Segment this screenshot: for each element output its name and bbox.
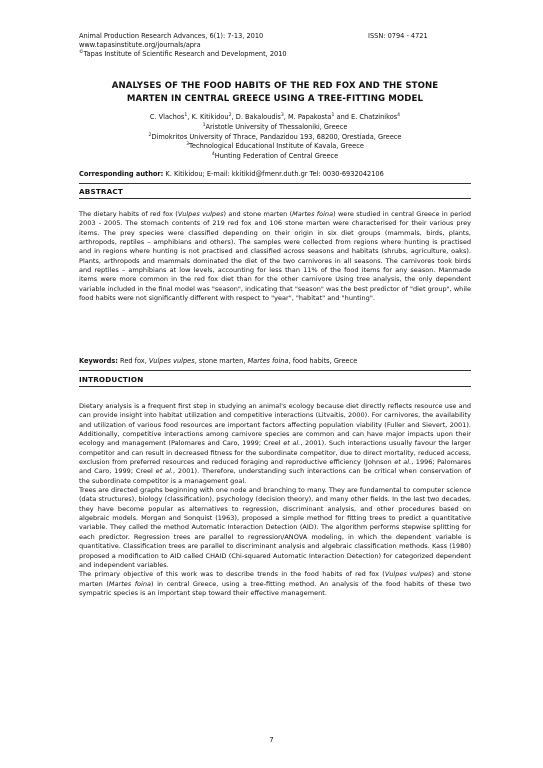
author-list: C. Vlachos$^1$, K. Kitikidou$^2$, D. Bakaloudis$^3$, M. Papakosta$^1$ and E. Chatzinikos$^4$ bbox=[149, 112, 401, 121]
intro-text: , 1996; Palomares and Caro, 1999; Creel bbox=[79, 458, 471, 476]
introduction-body bbox=[79, 402, 471, 598]
divider bbox=[79, 386, 471, 387]
intro-text: The primary objective of this work was to describe trends in the food habits of red fox ( bbox=[79, 570, 385, 579]
keyword-text: , food habits, Greece bbox=[288, 357, 358, 365]
affiliation bbox=[79, 123, 471, 133]
species-name: Martes foina bbox=[108, 579, 152, 588]
keyword-species: Martes foina bbox=[247, 357, 289, 365]
divider bbox=[79, 370, 471, 371]
citation-etal: et al. bbox=[394, 458, 412, 467]
page-number: 7 bbox=[269, 736, 274, 744]
keyword-text: Red fox, bbox=[120, 357, 149, 365]
copyright-line bbox=[79, 50, 287, 59]
affil-text: Aristotle University of Thessaloniki, Greece bbox=[205, 122, 348, 131]
journal-citation: Animal Production Research Advances, 6(1): 7-13, 2010 bbox=[79, 32, 264, 40]
issn: ISSN: 0794 - 4721 bbox=[368, 32, 428, 40]
author-affil-marker: 1 bbox=[184, 112, 188, 118]
keywords-label: Keywords: bbox=[79, 357, 118, 365]
abstract-paragraph bbox=[79, 210, 471, 303]
author-affil-marker: 4 bbox=[397, 112, 401, 118]
intro-text: , 2001). Therefore, understanding such interactions can be critical when conservation of the subordinate competitor is a management goal. bbox=[79, 467, 471, 485]
species-name: Martes foina bbox=[292, 210, 334, 218]
abstract-text: The dietary habits of red fox ( bbox=[79, 210, 178, 218]
intro-paragraph-2: Trees are directed graphs beginning with one node and branching to many. They are fundamental to computer science (data structures), biology (classification), psychology (decision theory), and many other fields. In the last two decades, they have become popular as alternatives to regression, discriminant analysis, and other procedures based on algebraic models. Morgan and Sonquist (1963), proposed a simple method for fitting trees to predict a quantitative variable. They called the method Automatic Interaction Detection (AID). The algorithm performs stepwise splitting for each predictor. Regression trees are parallel to regression/ANOVA modeling, in which the dependent variable is quantitative. Classification trees are parallel to discriminant analysis and algebraic classification methods. Kass (1980) proposed a modification to AID called CHAID (Chi-squared Automatic Interaction Detection) for categorized dependent and independent variables. bbox=[79, 486, 471, 569]
intro-paragraph-1 bbox=[79, 402, 471, 486]
keyword-species: Vulpes vulpes bbox=[148, 357, 195, 365]
affiliation bbox=[79, 152, 471, 162]
intro-text: , 2001). Such interactions usually favour the larger competitor and can result in decreased fitness for the subordinate competitor, due to direct mortality, reduced access, exclusion from preferred resources and reduced foraging and reproductive efficiency (Johnson bbox=[79, 439, 471, 467]
intro-paragraph-3 bbox=[79, 570, 471, 598]
paper-title bbox=[79, 80, 471, 105]
introduction-heading: INTRODUCTION bbox=[79, 375, 144, 384]
citation-etal: et al. bbox=[155, 467, 173, 476]
copyright-symbol: © bbox=[79, 49, 84, 55]
affiliation bbox=[79, 133, 471, 143]
author-affil-marker: 3 bbox=[280, 112, 284, 118]
corresponding-label: Corresponding author: bbox=[79, 170, 164, 178]
author-conjunction: and bbox=[336, 113, 349, 121]
author-affil-marker: 2 bbox=[228, 112, 232, 118]
author-name: D. Bakaloudis bbox=[235, 113, 281, 121]
author-affil-marker: 1 bbox=[331, 112, 335, 118]
affil-marker: 3 bbox=[186, 142, 189, 148]
abstract-body bbox=[79, 210, 471, 303]
intro-text: Dietary analysis is a frequent first step in studying an animal's ecology because diet directly reflects resource use and can provide insight into habitat utilization and competitive interactions (Litvaitis, 2000). For carnivores, the availability and utilization of various food resources are important factors affecting population viability (Fuller and Sievert, 2001). Additionally, competitive interactions among carnivore species are common and can have major impacts upon their ecology and management (Palomares and Caro, 1999; Creel bbox=[79, 402, 471, 448]
intro-text: ) in central Greece, using a tree-fitting method. An analysis of the food habits of these two sympatric species is an important step toward their effective management. bbox=[79, 579, 471, 597]
species-name: Vulpes vulpes bbox=[177, 210, 224, 218]
copyright-text: Tapas Institute of Scientific Research and Development, 2010 bbox=[83, 50, 287, 58]
author-name: E. Chatzinikos bbox=[351, 113, 398, 121]
corresponding-details: K. Kitikidou; E-mail: kkitikid@fmenr.duth.gr Tel: 0030-6932042106 bbox=[165, 170, 384, 178]
affil-marker: 2 bbox=[148, 132, 152, 138]
affil-text: Dimokritos University of Thrace, Pandazidou 193, 68200, Orestiada, Greece bbox=[151, 132, 402, 141]
citation-etal: et al. bbox=[283, 439, 301, 448]
title-line-2: MARTEN IN CENTRAL GREECE USING A TREE-FITTING MODEL bbox=[126, 93, 424, 104]
author-block bbox=[79, 113, 471, 162]
corresponding-author bbox=[79, 170, 384, 178]
affiliation bbox=[79, 142, 471, 152]
intro-text: ) and stone marten ( bbox=[79, 570, 471, 588]
author-name: M. Papakosta bbox=[287, 113, 332, 121]
divider bbox=[79, 183, 471, 184]
journal-url: www.tapasinstitute.org/journals/apra bbox=[79, 41, 201, 49]
keywords-line bbox=[79, 357, 357, 365]
abstract-heading: ABSTRACT bbox=[79, 187, 123, 196]
author-name: C. Vlachos bbox=[149, 113, 185, 121]
abstract-text: ) were studied in central Greece in period 2003 - 2005. The stomach contents of 219 red fox and 106 stone marten were characterised for their various prey items. The prey species were classified depending on their origin in six diet groups (mammals, birds, plants, arthropods, reptiles – amphibians and others). The samples were collected from regions where hunting is practised and in regions where hunting is not practised and classified across seasons and habitats (shrubs, agriculture, oaks). Plants, arthropods and mammals dominated the diet of the two carnivores in all seasons. The carnivores took birds and reptiles – amphibians at low levels, accounting for less than 11% of the food items for any season. Manmade items were more common in the red fox diet than for the other carnivore Using tree analysis, the only dependent variable included in the final model was "season", indicating that "season" was the best predictor of "diet group", while food habits were not significantly different with respect to "year", "habitat" and "hunting". bbox=[79, 210, 471, 303]
title-line-1: ANALYSES OF THE FOOD HABITS OF THE RED FOX AND THE STONE bbox=[111, 81, 439, 91]
affil-marker: 1 bbox=[202, 122, 206, 128]
divider bbox=[79, 198, 471, 199]
species-name: Vulpes vulpes bbox=[384, 570, 432, 579]
affil-text: Technological Educational Institute of Kavala, Greece bbox=[189, 142, 364, 151]
keyword-text: , stone marten, bbox=[194, 357, 248, 365]
author-name: K. Kitikidou bbox=[191, 113, 229, 121]
abstract-text: ) and stone marten ( bbox=[223, 210, 293, 218]
affil-marker: 4 bbox=[211, 152, 215, 157]
affil-text: Hunting Federation of Central Greece bbox=[214, 152, 339, 161]
